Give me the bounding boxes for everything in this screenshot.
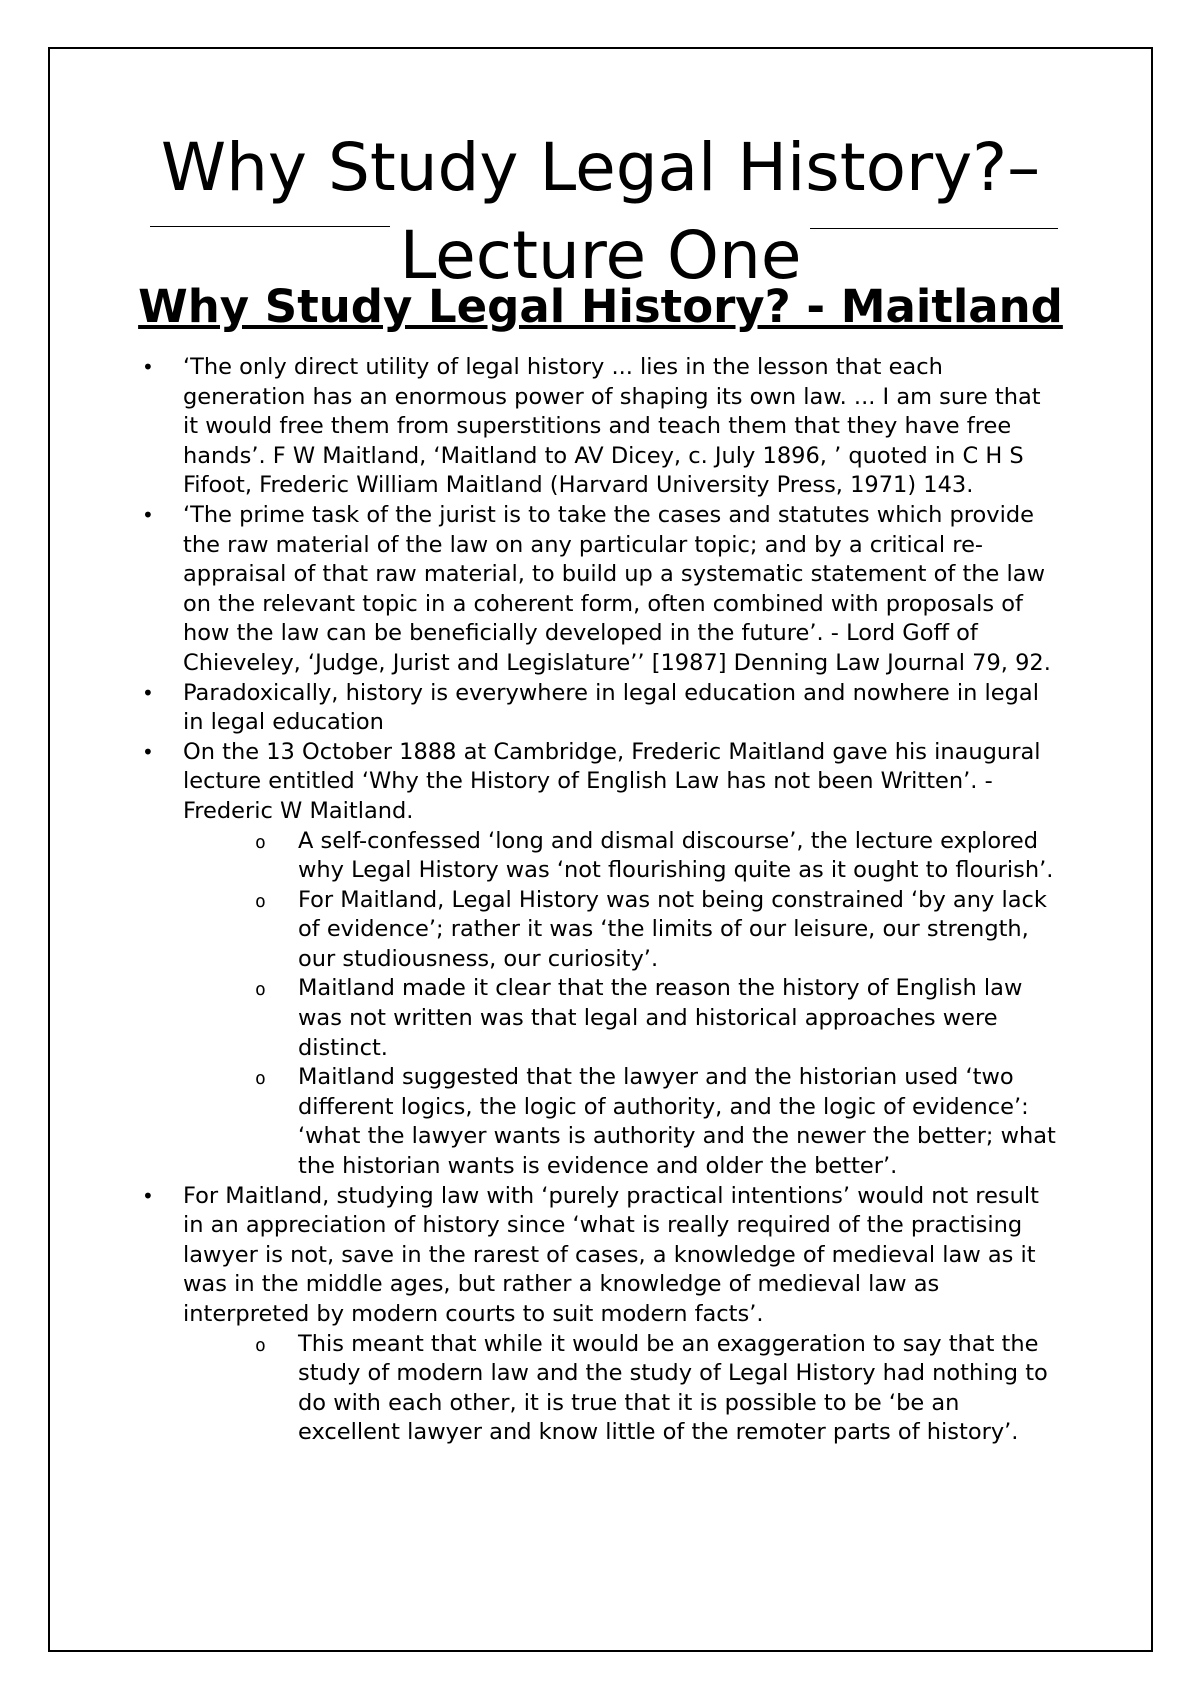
sub-list-item-text: This meant that while it would be an exaggeration to say that the study of modern law and the study of Legal History had nothing to do with each other, it is true that it is possible to be ‘be an excellent lawyer and know little of the remoter parts of history’. [298, 1330, 1048, 1446]
list-item-text: Paradoxically, history is everywhere in legal education and nowhere in legal in legal education [183, 679, 1039, 736]
document-subtitle: Why Study Legal History? - Maitland [138, 280, 1063, 333]
sub-list-item [255, 886, 1060, 975]
sub-list-item-text: Maitland made it clear that the reason the history of English law was not written was that legal and historical approaches were distinct. [298, 975, 1023, 1061]
list-item-text: ‘The prime task of the jurist is to take the cases and statutes which provide the raw material of the law on any particular topic; and by a critical re-appraisal of that raw material, to build up a systematic statement of the law on the relevant topic in a coherent form, often combined with proposals of how the law can be beneficially developed in the future’. - Lord Goff of Chieveley, ‘Judge, Jurist and Legislature’’ [1987] Denning Law Journal 79, 92. [183, 501, 1051, 676]
sub-list-item-text: Maitland suggested that the lawyer and the historian used ‘two different logics, the logic of authority, and the logic of evidence’: ‘what the lawyer wants is authority and the newer the better; what the historian wants is evidence and older the better’. [298, 1064, 1056, 1180]
bullet-icon: • [142, 502, 154, 527]
bullet-icon: • [142, 1183, 154, 1208]
sub-list-item-text: For Maitland, Legal History was not being constrained ‘by any lack of evidence’; rather it was ‘the limits of our leisure, our strength, our studiousness, our curiosity’. [298, 886, 1047, 972]
sub-list-item [255, 974, 1060, 1063]
sub-bullet-icon: o [255, 979, 266, 1001]
list-item [140, 679, 1060, 738]
list-item [140, 1182, 1060, 1448]
bullet-icon: • [142, 680, 154, 705]
sub-bullet-list [183, 1330, 1060, 1448]
sub-bullet-icon: o [255, 1334, 266, 1356]
list-item [140, 353, 1060, 501]
sub-list-item [255, 1063, 1060, 1181]
sub-bullet-list [183, 827, 1060, 1182]
bullet-icon: • [142, 355, 154, 379]
document-title [48, 124, 1153, 300]
sub-bullet-icon: o [255, 831, 266, 853]
sub-list-item-text: A self-confessed ‘long and dismal discourse’, the lecture explored why Legal History was ‘not flourishing quite as it ought to flourish’. [298, 827, 1054, 884]
list-item-text: On the 13 October 1888 at Cambridge, Frederic Maitland gave his inaugural lecture entitled ‘Why the History of English Law has not been Written’. - Frederic W Maitland. [183, 738, 1041, 824]
document-body [140, 353, 1060, 1448]
title-line-2: Lecture One [399, 217, 802, 294]
list-item [140, 738, 1060, 1182]
sub-bullet-icon: o [255, 890, 266, 912]
list-item [140, 501, 1060, 679]
title-line-1: Why Study Legal History?– [160, 129, 1041, 206]
bullet-list [140, 353, 1060, 1448]
sub-list-item [255, 827, 1060, 886]
list-item-text: For Maitland, studying law with ‘purely practical intentions’ would not result in an appreciation of history since ‘what is really required of the practising lawyer is not, save in the rarest of cases, a knowledge of medieval law as it was in the middle ages, but rather a knowledge of medieval law as interpreted by modern courts to suit modern facts’. [183, 1182, 1039, 1327]
bullet-icon: • [142, 739, 154, 764]
list-item-text: ‘The only direct utility of legal history ... lies in the lesson that each generation has an enormous power of shaping its own law. ... I am sure that it would free them from superstitions and teach them that they have free hands’. F W Maitland, ‘Maitland to AV Dicey, c. July 1896, ’ quoted in C H S Fifoot, Frederic William Maitland (Harvard University Press, 1971) 143. [183, 354, 1041, 499]
sub-bullet-icon: o [255, 1068, 266, 1090]
sub-list-item [255, 1330, 1060, 1448]
